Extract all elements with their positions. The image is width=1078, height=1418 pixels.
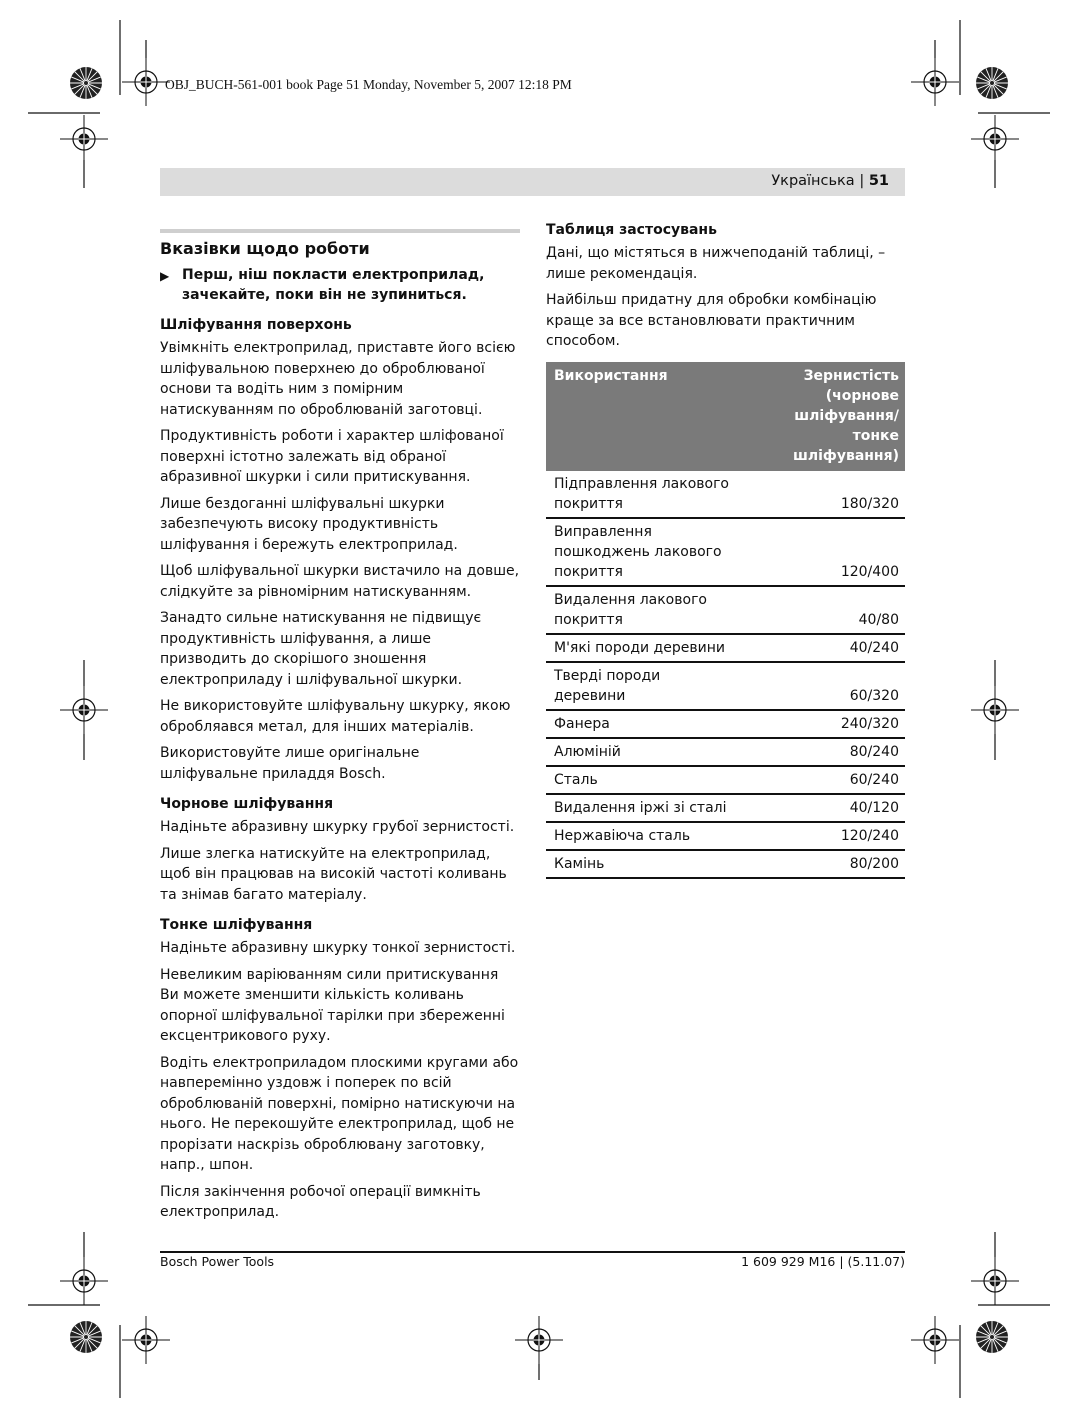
- color-wheel-icon: [976, 67, 1008, 99]
- table-cell-grit: 40/240: [741, 634, 905, 662]
- color-wheel-icon: [70, 1321, 102, 1353]
- registration-mark-icon: [911, 58, 959, 106]
- header-text: [771, 173, 889, 189]
- paragraph: Не використовуйте шліфувальну шкурку, якою обробляався метал, для інших матеріалів.: [160, 698, 511, 735]
- table-cell-grit: 40/80: [741, 586, 905, 634]
- section-rule: [160, 229, 520, 233]
- table-header-row: [546, 362, 905, 471]
- paragraph: Невеликим варіюванням сили притискування Ви можете зменшити кількість коливань опорної шліфувальної тарілки при збереженні ексцентрикового руху.: [160, 966, 505, 1044]
- table-row: [546, 766, 905, 794]
- table-cell-grit: 80/240: [741, 738, 905, 766]
- registration-mark-icon: [122, 58, 170, 106]
- paragraph: Використовуйте лише оригінальне шліфувальне приладдя Bosch.: [160, 745, 420, 782]
- table-cell-grit: 240/320: [741, 710, 905, 738]
- paragraph: Водіть електроприладом плоскими кругами або навперемінно уздовж і поперек по всій оброблюваній поверхні, помірно натискуючи на нього. Не перекошуйте електроприлад, щоб не прорізати наскрізь оброблювану заготовку, напр., шпон.: [160, 1054, 519, 1173]
- paragraph: Продуктивність роботи і характер шліфованої поверхні істотно залежать від обраної абразивної шкурки і сили притискування.: [160, 428, 504, 485]
- table-cell-grit: 120/400: [741, 518, 905, 586]
- registration-mark-icon: [971, 115, 1019, 163]
- table-row: [546, 518, 905, 586]
- table-body: [546, 471, 905, 878]
- column-header-grit: Зернистість (чорнове шліфування/ тонке шліфування): [741, 362, 905, 471]
- table-cell-use: Фанера: [546, 710, 741, 738]
- registration-mark-icon: [515, 1316, 563, 1364]
- subsection-heading: Тонке шліфування: [160, 917, 313, 933]
- table-cell-use: Видалення іржі зі сталі: [546, 794, 741, 822]
- column-header-use: Використання: [546, 362, 741, 471]
- table-row: [546, 822, 905, 850]
- table-row: [546, 794, 905, 822]
- header-separator: |: [859, 173, 865, 189]
- table-row: [546, 850, 905, 878]
- subsection-heading: Шліфування поверхонь: [160, 317, 352, 333]
- paragraph: Надіньте абразивну шкурку тонкої зернистості.: [160, 940, 516, 956]
- paragraph: Щоб шліфувальної шкурки вистачило на довше, слідкуйте за рівномірним натискуванням.: [160, 563, 520, 600]
- table-row: [546, 471, 905, 518]
- table-cell-grit: 120/240: [741, 822, 905, 850]
- table-cell-use: Виправлення пошкоджень лакового покриття: [546, 518, 741, 586]
- table-cell-grit: 60/320: [741, 662, 905, 710]
- page-number: 51: [868, 173, 889, 189]
- registration-mark-icon: [60, 115, 108, 163]
- paragraph: Найбільш придатну для обробки комбінацію краще за все встановлювати практичним способом.: [546, 292, 877, 349]
- warning-item: [160, 265, 520, 305]
- registration-mark-icon: [971, 1257, 1019, 1305]
- color-wheel-icon: [70, 67, 102, 99]
- paragraph: Дані, що містяться в нижчеподаній таблиці, – лише рекомендація.: [546, 245, 886, 282]
- footer-brand: Bosch Power Tools: [160, 1254, 275, 1269]
- subsection-heading: Таблиця застосувань: [546, 222, 717, 238]
- bullet-arrow-icon: ▶: [160, 269, 170, 283]
- right-column: [546, 222, 906, 879]
- registration-mark-icon: [122, 1316, 170, 1364]
- paragraph: Занадто сильне натискування не підвищує продуктивність шліфування, а лише призводить до скорішого зношення електроприладу і шліфувальної шкурки.: [160, 610, 482, 688]
- table-cell-grit: 40/120: [741, 794, 905, 822]
- table-row: [546, 710, 905, 738]
- table-cell-grit: 60/240: [741, 766, 905, 794]
- header-language: Українська: [771, 173, 855, 189]
- paragraph: Надіньте абразивну шкурку грубої зернистості.: [160, 819, 515, 835]
- table-cell-use: Сталь: [546, 766, 741, 794]
- left-column: [160, 229, 520, 1229]
- paragraph: Лише бездоганні шліфувальні шкурки забезпечують високу продуктивність шліфування і бережуть електроприлад.: [160, 495, 458, 553]
- paragraph: Після закінчення робочої операції вимкніть електроприлад.: [160, 1183, 481, 1220]
- registration-mark-icon: [60, 1257, 108, 1305]
- table-cell-use: Алюміній: [546, 738, 741, 766]
- table-row: [546, 662, 905, 710]
- table-cell-grit: 80/200: [741, 850, 905, 878]
- table-row: [546, 586, 905, 634]
- table-row: [546, 634, 905, 662]
- color-wheel-icon: [976, 1321, 1008, 1353]
- footer-rule: [160, 1251, 905, 1253]
- paragraph: Увімкніть електроприлад, приставте його всією шліфувальною поверхнею до оброблюваної основи та водіть ним з помірним натискуванням по оброблюваній заготовці.: [160, 340, 516, 418]
- registration-mark-icon: [971, 686, 1019, 734]
- table-cell-use: Камінь: [546, 850, 741, 878]
- table-cell-use: М'які породи деревини: [546, 634, 741, 662]
- print-info: OBJ_BUCH-561-001 book Page 51 Monday, November 5, 2007 12:18 PM: [165, 77, 572, 92]
- table-cell-use: Тверді породи деревини: [546, 662, 741, 710]
- footer-doc-number: 1 609 929 M16 | (5.11.07): [741, 1254, 905, 1269]
- application-table: [546, 362, 905, 879]
- registration-mark-icon: [60, 686, 108, 734]
- warning-text: Перш, ніш покласти електроприлад, зачекайте, поки він не зупиниться.: [182, 267, 485, 303]
- table-cell-use: Підправлення лакового покриття: [546, 471, 741, 518]
- table-cell-use: Нержавіюча сталь: [546, 822, 741, 850]
- subsection-heading: Чорнове шліфування: [160, 796, 334, 812]
- section-title: Вказівки щодо роботи: [160, 239, 370, 258]
- table-row: [546, 738, 905, 766]
- table-cell-use: Видалення лакового покриття: [546, 586, 741, 634]
- table-cell-grit: 180/320: [741, 471, 905, 518]
- registration-mark-icon: [911, 1316, 959, 1364]
- page-header: [160, 168, 905, 196]
- paragraph: Лише злегка натискуйте на електроприлад, щоб він працював на високій частоті коливань та знімав багато матеріалу.: [160, 845, 507, 903]
